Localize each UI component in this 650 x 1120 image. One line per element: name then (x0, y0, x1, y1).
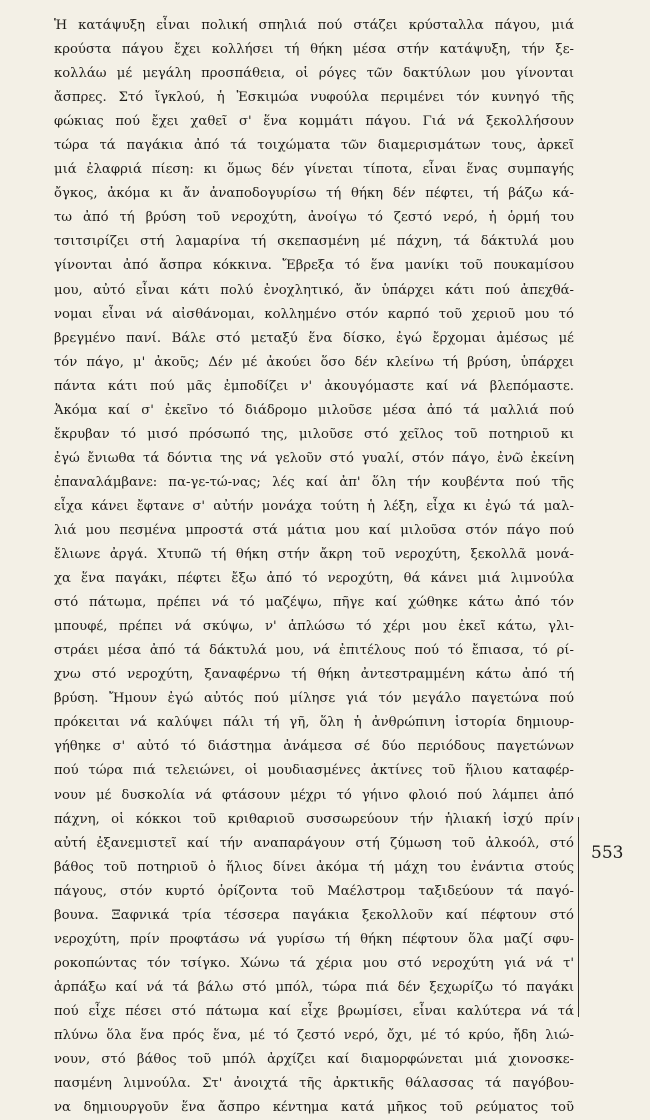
text-line: τσιτσιρίζει στή λαμαρίνα τή σκεπασμένη μέ πάχνη, τά δάκτυλά μου (54, 234, 574, 250)
text-line: μιά ἐλαφριά πίεση: κι ὅμως δέν γίνεται τίποτα, εἶναι ἕνας συμπαγής (54, 162, 574, 178)
text-line: βρεγμένο πανί. Βάλε στό μεταξύ ἕνα δίσκο, ἐγώ ἔρχομαι ἀμέσως μέ (54, 330, 574, 346)
text-line: χνω στό νεροχύτη, ξαναφέρνω τή θήκη ἀντεστραμμένη κάτω ἀπό τή (54, 667, 574, 683)
text-line: χα ἕνα παγάκι, πέφτει ἔξω ἀπό τό νεροχύτη, θά κάνει μιά λιμνούλα (54, 571, 574, 587)
text-line: ἔλιωνε ἀργά. Χτυπῶ τή θήκη στήν ἄκρη τοῦ νεροχύτη, ξεκολλᾶ μονά- (54, 547, 574, 563)
text-line: γήθηκε σ' αὐτό τό διάστημα ἀνάμεσα σέ δύο περιόδους παγετώνων (54, 739, 574, 755)
text-line: ὄγκος, ἀκόμα κι ἄν ἀναποδογυρίσω τή θήκη δέν πέφτει, τή βάζω κά- (54, 186, 574, 202)
text-line: ἐπαναλάμβανε: πα-γε-τώ-νας; λές καί ἀπ' ὅλη τήν κουβέντα πού τῆς (54, 474, 574, 490)
text-line: μπουφέ, πρέπει νά σκύψω, ν' ἁπλώσω τό χέρι μου ἐκεῖ κάτω, γλι- (54, 619, 574, 635)
text-line: ἐγώ ἔνιωθα τά δόντια της νά γελοῦν στό γυαλί, στόν πάγο, ἐνῶ ἐκείνη (54, 450, 574, 466)
body-text (54, 14, 574, 1120)
text-line: κολλάω μέ μεγάλη προσπάθεια, οἱ ρόγες τῶν δακτύλων μου γίνονται (54, 66, 574, 82)
text-line: ἁρπάξω καί νά τά βάλω στό μπόλ, τώρα πιά δέν ξεχωρίζω τό παγάκι (54, 979, 574, 995)
text-line: ροκοπώντας τόν τσίγκο. Χώνω τά χέρια μου στό νεροχύτη γιά νά τ' (54, 955, 574, 971)
text-line: Ἀκόμα καί σ' ἐκεῖνο τό διάδρομο μιλοῦσε μέσα ἀπό τά μαλλιά πού (54, 402, 574, 418)
text-line: βρύση. Ἤμουν ἐγώ αὐτός πού μίλησε γιά τόν μεγάλο παγετώνα πού (54, 691, 574, 707)
margin-rule (578, 817, 579, 1017)
text-line: πού τώρα πιά τελειώνει, οἱ μουδιασμένες ἀκτίνες τοῦ ἥλιου καταφέρ- (54, 763, 574, 779)
text-line: φώκιας πού ἔχει χαθεῖ σ' ἕνα κομμάτι πάγου. Γιά νά ξεκολλήσουν (54, 114, 574, 130)
text-line: εἶχα κάνει ἔφτανε σ' αὐτήν μονάχα τούτη ἡ λέξη, εἶχα κι ἐγώ τά μαλ- (54, 498, 574, 514)
text-line: νομαι εἶναι νά αἰσθάνομαι, κολλημένο στόν καρπό τοῦ χεριοῦ μου τό (54, 306, 574, 322)
text-line: γίνονται ἀπό ἄσπρα κόκκινα. Ἔβρεξα τό ἕνα μανίκι τοῦ πουκαμίσου (54, 258, 574, 274)
text-line: αὐτή ἐξανεμιστεῖ καί τήν αναπαράγουν στή ζύμωση τοῦ ἀλκοόλ, στό (54, 835, 574, 851)
text-line: στό πάτωμα, πρέπει νά τό μαζέψω, πῆγε καί χώθηκε κάτω ἀπό τόν (54, 595, 574, 611)
text-line: να δημιουργοῦν ἕνα ἄσπρο κέντημα κατά μῆκος τοῦ ρεύματος τοῦ (54, 1100, 574, 1116)
text-line: πάχνη, οἱ κόκκοι τοῦ κριθαριοῦ συσσωρεύουν τήν ἡλιακή ἰσχύ πρίν (54, 811, 574, 827)
text-line: πάντα κάτι πού μᾶς ἐμποδίζει ν' ἀκουγόμαστε καί νά βλεπόμαστε. (54, 378, 574, 394)
text-line: νεροχύτη, πρίν προφτάσω νά γυρίσω τή θήκη πέφτουν ὅλα μαζί σφυ- (54, 931, 574, 947)
text-line: ἔκρυβαν τό μισό πρόσωπό της, μιλοῦσε στό χεῖλος τοῦ ποτηριοῦ κι (54, 426, 574, 442)
text-line: τω ἀπό τή βρύση τοῦ νεροχύτη, ἀνοίγω τό ζεστό νερό, ἡ ὁρμή του (54, 210, 574, 226)
text-line: πασμένη λιμνούλα. Στ' ἀνοιχτά τῆς ἀρκτικῆς θάλασσας τά παγόβου- (54, 1076, 574, 1092)
text-line: Ἡ κατάψυξη εἶναι πολική σπηλιά πού στάζει κρύσταλλα πάγου, μιά (54, 18, 574, 33)
text-line: τόν πάγο, μ' ἀκοῦς; Δέν μέ ἀκούει ὅσο δέν κλείνω τή βρύση, ὑπάρχει (54, 354, 574, 370)
text-line: νουν, στό βάθος τοῦ μπόλ ἀρχίζει καί διαμορφώνεται μιά χιονοσκε- (54, 1052, 574, 1068)
text-line: ἄσπρες. Στό ἴγκλού, ἡ Ἐσκιμώα νυφούλα περιμένει τόν κυνηγό τῆς (54, 90, 574, 106)
text-line: μου, αὐτό εἶναι κάτι πολύ ἐνοχλητικό, ἄν ὑπάρχει κάτι πού ἀπεχθά- (54, 282, 574, 298)
text-line: βουνα. Ξαφνικά τρία τέσσερα παγάκια ξεκολλοῦν καί πέφτουν στό (54, 907, 574, 923)
text-line: πλύνω ὅλα ἕνα πρός ἕνα, μέ τό ζεστό νερό, ὄχι, μέ τό κρύο, ἤδη λιώ- (54, 1027, 574, 1043)
text-line: κρούστα πάγου ἔχει κολλήσει τή θήκη μέσα στήν κατάψυξη, τήν ξε- (54, 42, 574, 58)
text-line: πρόκειται νά καλύψει πάλι τή γῆ, ὅλη ἡ ἀνθρώπινη ἱστορία δημιουρ- (54, 715, 574, 731)
text-line: τώρα τά παγάκια ἀπό τά τοιχώματα τῶν διαμερισμάτων τους, ἀρκεῖ (54, 138, 574, 154)
page-number: 553 (591, 843, 624, 863)
text-line: στράει μέσα ἀπό τά δάκτυλά μου, νά ἐπιτέλους πού τό ἔπιασα, τό ρί- (54, 643, 574, 659)
text-line: πού εἶχε πέσει στό πάτωμα καί εἶχε βρωμίσει, εἶναι καλύτερα νά τά (54, 1003, 574, 1019)
text-line: βάθος τοῦ ποτηριοῦ ὁ ἥλιος δίνει ἀκόμα τή μάχη του ἐνάντια στούς (54, 859, 574, 875)
text-line: λιά μου πεσμένα μπροστά στά μάτια μου καί μιλοῦσα στόν πάγο πού (54, 522, 574, 538)
text-line: νουν μέ δυσκολία νά φτάσουν μέχρι τό γήινο φλοιό πού λάμπει ἀπό (54, 787, 574, 803)
text-line: πάγους, στόν κυρτό ὁρίζοντα τοῦ Μαέλστρομ ταξιδεύουν τά παγό- (54, 883, 574, 899)
